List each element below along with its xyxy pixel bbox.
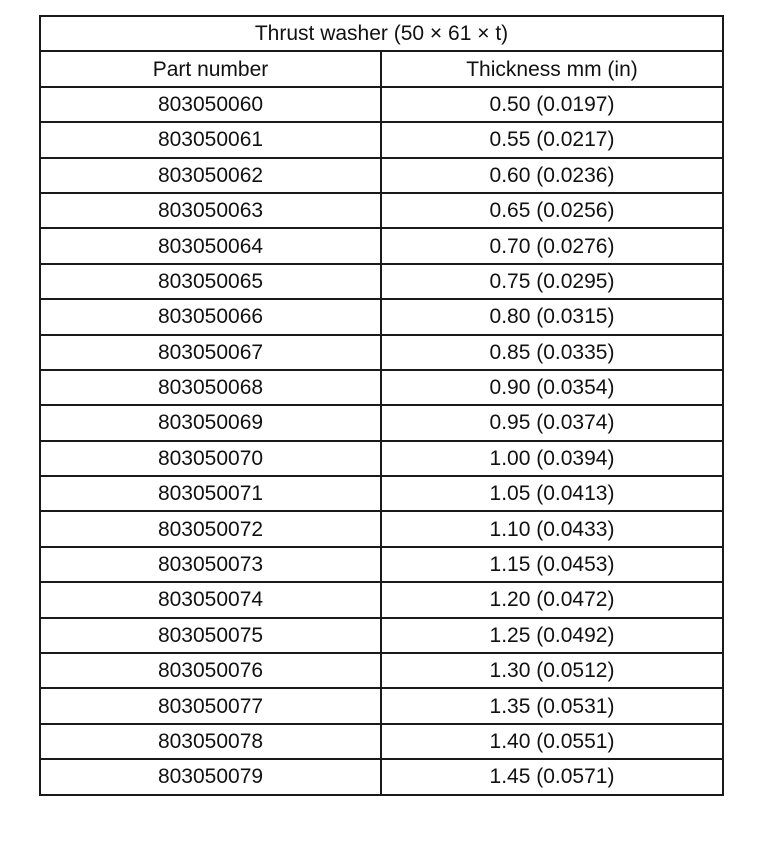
thickness-cell: 1.35 (0.0531) [381,688,723,723]
table-row [40,122,723,157]
table-row [40,476,723,511]
thickness-cell: 0.65 (0.0256) [381,193,723,228]
table-row [40,158,723,193]
table-row [40,264,723,299]
thickness-cell: 0.60 (0.0236) [381,158,723,193]
table-row [40,688,723,723]
table-row [40,370,723,405]
thickness-cell: 1.10 (0.0433) [381,511,723,546]
part-number-cell: 803050067 [40,335,381,370]
table-row [40,87,723,122]
thickness-cell: 1.45 (0.0571) [381,759,723,794]
part-number-cell: 803050060 [40,87,381,122]
thickness-cell: 1.30 (0.0512) [381,653,723,688]
table-row [40,335,723,370]
table-row [40,653,723,688]
table-row [40,724,723,759]
table-title: Thrust washer (50 × 61 × t) [40,16,723,51]
table-title-row [40,16,723,51]
thickness-cell: 1.00 (0.0394) [381,441,723,476]
table-row [40,582,723,617]
part-number-cell: 803050066 [40,299,381,334]
table-row [40,405,723,440]
thickness-cell: 0.70 (0.0276) [381,228,723,263]
table-row [40,193,723,228]
thickness-cell: 0.95 (0.0374) [381,405,723,440]
thickness-cell: 0.55 (0.0217) [381,122,723,157]
thickness-cell: 1.40 (0.0551) [381,724,723,759]
part-number-cell: 803050068 [40,370,381,405]
thrust-washer-table [39,15,724,796]
thickness-cell: 1.25 (0.0492) [381,618,723,653]
thickness-cell: 0.90 (0.0354) [381,370,723,405]
table-body [40,87,723,795]
column-header-part-number: Part number [40,51,381,86]
table-row [40,441,723,476]
table-row [40,547,723,582]
part-number-cell: 803050070 [40,441,381,476]
thickness-cell: 0.50 (0.0197) [381,87,723,122]
part-number-cell: 803050062 [40,158,381,193]
part-number-cell: 803050063 [40,193,381,228]
thickness-cell: 0.85 (0.0335) [381,335,723,370]
part-number-cell: 803050078 [40,724,381,759]
table-row [40,618,723,653]
table-row [40,511,723,546]
table-header-row [40,51,723,86]
column-header-thickness: Thickness mm (in) [381,51,723,86]
part-number-cell: 803050077 [40,688,381,723]
part-number-cell: 803050071 [40,476,381,511]
thickness-cell: 0.80 (0.0315) [381,299,723,334]
part-number-cell: 803050075 [40,618,381,653]
thickness-cell: 0.75 (0.0295) [381,264,723,299]
part-number-cell: 803050064 [40,228,381,263]
part-number-cell: 803050073 [40,547,381,582]
table-row [40,759,723,794]
thickness-cell: 1.15 (0.0453) [381,547,723,582]
part-number-cell: 803050074 [40,582,381,617]
part-number-cell: 803050069 [40,405,381,440]
part-number-cell: 803050065 [40,264,381,299]
part-number-cell: 803050072 [40,511,381,546]
table-row [40,228,723,263]
part-number-cell: 803050076 [40,653,381,688]
part-number-cell: 803050079 [40,759,381,794]
thickness-cell: 1.20 (0.0472) [381,582,723,617]
table-row [40,299,723,334]
thickness-cell: 1.05 (0.0413) [381,476,723,511]
part-number-cell: 803050061 [40,122,381,157]
